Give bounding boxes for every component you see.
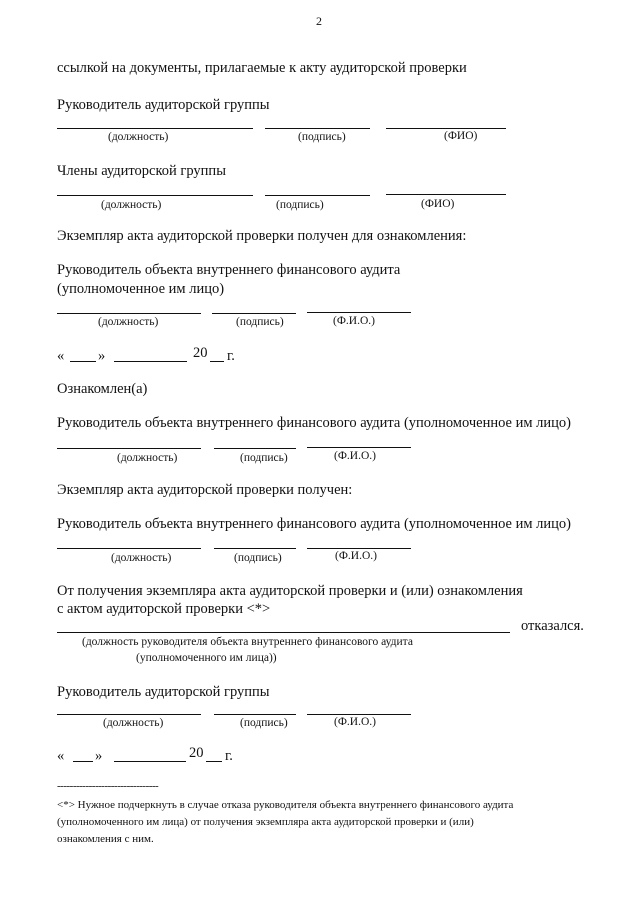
signature-line	[57, 714, 201, 715]
block3-heading-line1: Руководитель объекта внутреннего финансового аудита	[57, 262, 401, 278]
date-open-quote: «	[57, 748, 65, 764]
signature-line	[212, 313, 296, 314]
signature-caption: (подпись)	[240, 717, 288, 729]
date-close-quote: »	[95, 748, 103, 764]
footnote-line1: <*> Нужное подчеркнуть в случае отказа руководителя объекта внутреннего финансового аудита	[57, 799, 514, 811]
signature-line	[265, 195, 370, 196]
position-caption: (должность)	[103, 717, 164, 729]
year-suffix: г.	[225, 748, 233, 764]
signature-caption: (подпись)	[276, 199, 324, 211]
date-close-quote: »	[98, 348, 106, 364]
name-caption: (Ф.И.О.)	[334, 716, 376, 728]
signature-line	[214, 448, 296, 449]
position-caption: (должность)	[111, 552, 172, 564]
date-open-quote: «	[57, 348, 65, 364]
year-prefix: 20	[193, 345, 208, 361]
year-blank-line	[206, 761, 222, 762]
refusal-caption-line1: (должность руководителя объекта внутреннего финансового аудита	[82, 636, 413, 648]
received-for-review: Экземпляр акта аудиторской проверки получен для ознакомления:	[57, 228, 467, 244]
name-caption: (Ф.И.О.)	[335, 550, 377, 562]
day-blank-line	[73, 761, 93, 762]
block6-heading: Руководитель аудиторской группы	[57, 684, 270, 700]
signature-line	[57, 313, 201, 314]
signature-caption: (подпись)	[236, 316, 284, 328]
signature-line	[57, 548, 201, 549]
block3-heading-line2: (уполномоченное им лицо)	[57, 281, 225, 297]
year-suffix: г.	[227, 348, 235, 364]
block5-heading: Руководитель объекта внутреннего финансового аудита (уполномоченное им лицо)	[57, 516, 571, 532]
block1-heading: Руководитель аудиторской группы	[57, 97, 270, 113]
acquainted-label: Ознакомлен(а)	[57, 381, 148, 397]
signature-line	[307, 714, 411, 715]
name-caption: (Ф.И.О.)	[333, 315, 375, 327]
month-blank-line	[114, 361, 187, 362]
signature-line	[307, 447, 411, 448]
signature-line	[57, 195, 253, 196]
refusal-caption-line2: (уполномоченного им лица))	[136, 652, 277, 664]
signature-caption: (подпись)	[234, 552, 282, 564]
signature-line	[386, 128, 506, 129]
signature-line	[214, 714, 296, 715]
signature-line	[307, 312, 411, 313]
signature-caption: (подпись)	[298, 131, 346, 143]
year-prefix: 20	[189, 745, 204, 761]
refusal-signature-line	[57, 632, 510, 633]
block4-heading: Руководитель объекта внутреннего финансового аудита (уполномоченное им лицо)	[57, 415, 571, 431]
month-blank-line	[114, 761, 186, 762]
day-blank-line	[70, 361, 96, 362]
intro-line: ссылкой на документы, прилагаемые к акту аудиторской проверки	[57, 60, 467, 76]
footnote-separator: --------------------------------	[57, 780, 159, 792]
name-caption: (ФИО)	[444, 130, 478, 142]
refusal-line2: с актом аудиторской проверки <*>	[57, 601, 271, 617]
footnote-line2: (уполномоченного им лица) от получения экземпляра акта аудиторской проверки и (или)	[57, 816, 474, 828]
refused-label: отказался.	[521, 618, 584, 634]
name-caption: (ФИО)	[421, 198, 455, 210]
year-blank-line	[210, 361, 224, 362]
refusal-line1: От получения экземпляра акта аудиторской проверки и (или) ознакомления	[57, 583, 523, 599]
signature-line	[57, 448, 201, 449]
page-number: 2	[316, 14, 322, 28]
signature-line	[386, 194, 506, 195]
signature-line	[57, 128, 253, 129]
received-label: Экземпляр акта аудиторской проверки получен:	[57, 482, 353, 498]
signature-line	[265, 128, 370, 129]
signature-line	[214, 548, 296, 549]
name-caption: (Ф.И.О.)	[334, 450, 376, 462]
position-caption: (должность)	[98, 316, 159, 328]
signature-line	[307, 548, 411, 549]
position-caption: (должность)	[108, 131, 169, 143]
block2-heading: Члены аудиторской группы	[57, 163, 226, 179]
position-caption: (должность)	[101, 199, 162, 211]
position-caption: (должность)	[117, 452, 178, 464]
footnote-line3: ознакомления с ним.	[57, 833, 154, 845]
signature-caption: (подпись)	[240, 452, 288, 464]
